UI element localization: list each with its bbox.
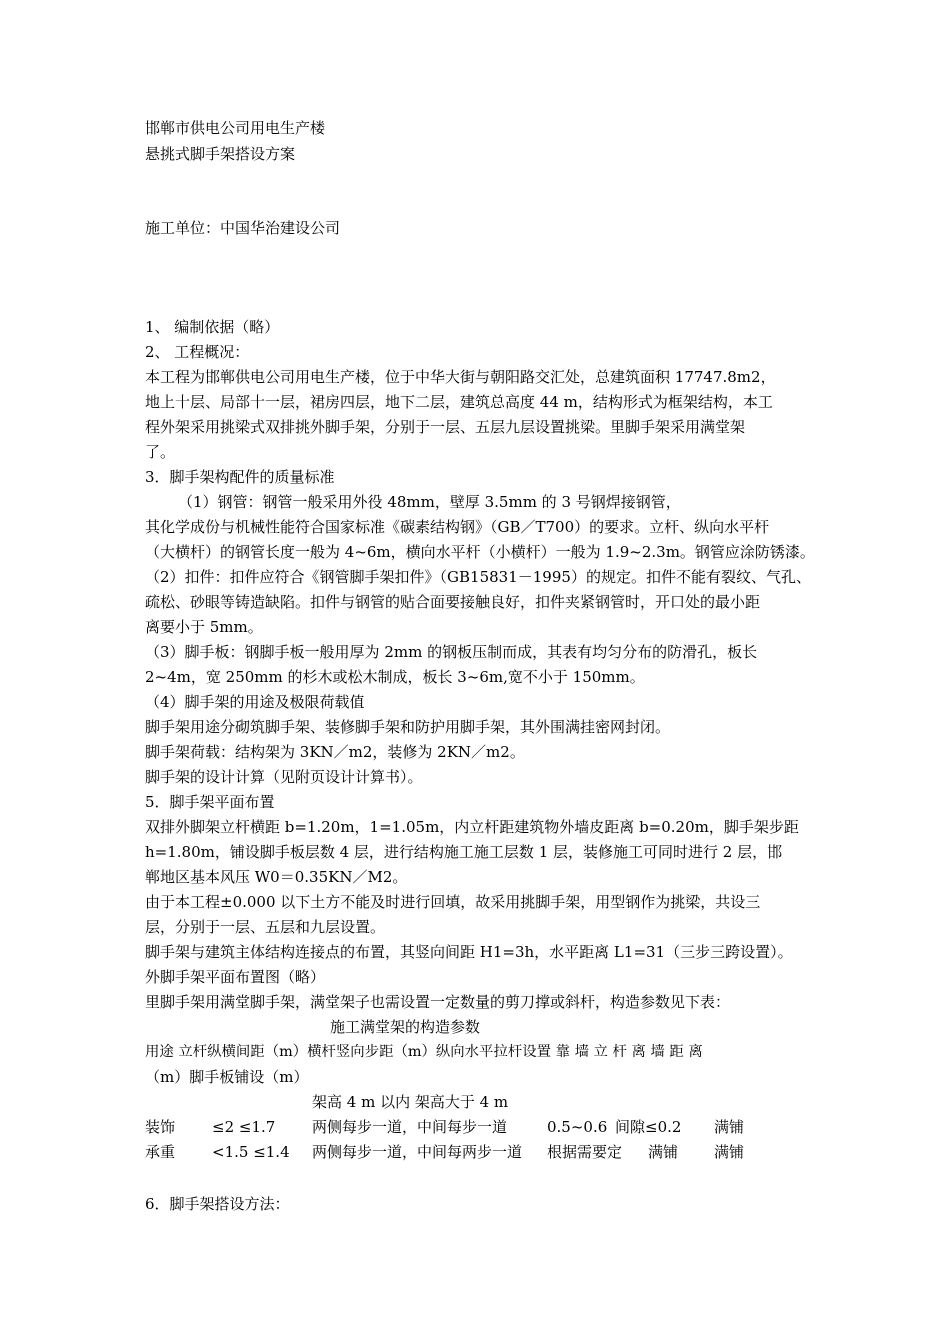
paragraph-line: h=1.80m，铺设脚手板层数 4 层，进行结构施工施工层数 1 层，装修施工可同时进行 2 层，邯 [145,843,783,861]
paragraph-line: 疏松、砂眼等铸造缺陷。扣件与钢管的贴合面要接触良好，扣件夹紧钢管时，开口处的最小距 [145,593,761,611]
table-cell: <1.5 ≤1.4 [212,1143,290,1161]
paragraph-line: 层，分别于一层、五层和九层设置。 [145,918,386,936]
paragraph-line: 由于本工程±0.000 以下土方不能及时进行回填，故采用挑脚手架，用型钢作为挑梁，共设三 [145,893,761,911]
section-heading: 5．脚手架平面布置 [145,793,275,811]
doc-title-line2: 悬挑式脚手架搭设方案 [145,145,296,163]
paragraph-line: 2~4m，宽 250mm 的杉木或松木制成，板长 3~6m,宽不小于 150mm。 [145,668,645,686]
table-cell: 0.5~0.6 [547,1118,608,1136]
table-cell: 承重 [145,1143,176,1161]
table-header: 用途 立杆纵横间距（m）横杆竖向步距（m）纵向水平拉杆设置 靠 墙 立 杆 离 墙 距 离 [145,1044,703,1060]
paragraph-line: （1）钢管：钢管一般采用外役 48mm，壁厚 3.5mm 的 3 号钢焊接钢管， [178,493,681,511]
paragraph-line: 程外架采用挑梁式双排挑外脚手架，分别于一层、五层九层设置挑梁。里脚手架采用满堂架 [145,418,746,436]
section-heading: 2、 工程概况： [145,343,250,361]
table-cell: 两侧每步一道，中间每两步一道 [312,1143,523,1161]
paragraph-line: （3）脚手板：钢脚手板一般用厚为 2mm 的钢板压制而成，其表有均匀分布的防滑孔，板长 [145,643,758,661]
paragraph-line: 本工程为邯郸供电公司用电生产楼，位于中华大街与朝阳路交汇处，总建筑面积 17747.8m2， [145,368,776,386]
table-title: 施工满堂架的构造参数 [330,1018,481,1036]
paragraph-line: 里脚手架用满堂脚手架，满堂架子也需设置一定数量的剪刀撑或斜杆，构造参数见下表： [145,993,731,1011]
paragraph-line: （大横杆）的钢管长度一般为 4~6m，横向水平杆（小横杆）一般为 1.9~2.3m。钢管应涂防锈漆。 [145,543,815,561]
table-cell: 根据需要定 [547,1143,623,1161]
table-header: 架高 4 m 以内 架高大于 4 m [312,1093,509,1111]
table-cell: 满铺 [648,1143,679,1161]
doc-title-line1: 邯郸市供电公司用电生产楼 [145,119,326,137]
section-heading: 3．脚手架构配件的质量标准 [145,468,335,486]
paragraph-line: 双排外脚架立杆横距 b=1.20m，1=1.05m，内立杆距建筑物外墙皮距离 b=0.20m，脚手架步距 [145,818,799,836]
section-heading: 1、 编制依据（略） [145,318,280,336]
paragraph-line: 脚手架用途分砌筑脚手架、装修脚手架和防护用脚手架，其外围满挂密网封闭。 [145,718,671,736]
table-cell: 满铺 [714,1118,745,1136]
paragraph-line: 离要小于 5mm。 [145,618,263,636]
table-cell: 装饰 [145,1118,176,1136]
paragraph-line: 脚手架与建筑主体结构连接点的布置，其竖向间距 H1=3h，水平距离 L1=31（三步三跨设置）。 [145,943,793,961]
paragraph-line: 了。 [145,443,176,461]
table-cell: 满铺 [714,1143,745,1161]
paragraph-line: （2）扣件：扣件应符合《钢管脚手架扣件》（GB15831－1995）的规定。扣件不能有裂纹、气孔、 [145,568,811,586]
paragraph-line: （4）脚手架的用途及极限荷载值 [145,693,365,711]
paragraph-line: 脚手架荷载：结构架为 3KN／m2，装修为 2KN／m2。 [145,743,525,761]
table-cell: 间隙≤0.2 [615,1118,682,1136]
construction-unit: 施工单位：中国华治建设公司 [145,219,341,237]
paragraph-line: 外脚手架平面布置图（略） [145,968,326,986]
paragraph-line: 其化学成份与机械性能符合国家标准《碳素结构钢》（GB／T700）的要求。立杆、纵向水平杆 [145,518,770,536]
paragraph-line: 郸地区基本风压 W0＝0.35KN／M2。 [145,868,408,886]
section-heading: 6．脚手架搭设方法： [145,1195,290,1213]
paragraph-line: 地上十层、局部十一层，裙房四层，地下二层，建筑总高度 44 m，结构形式为框架结构，本工 [145,393,773,411]
paragraph-line: 脚手架的设计计算（见附页设计计算书）。 [145,768,423,786]
table-cell: 两侧每步一道，中间每步一道 [312,1118,508,1136]
table-cell: ≤2 ≤1.7 [212,1118,276,1136]
table-header: （m）脚手板铺设（m） [145,1068,309,1086]
